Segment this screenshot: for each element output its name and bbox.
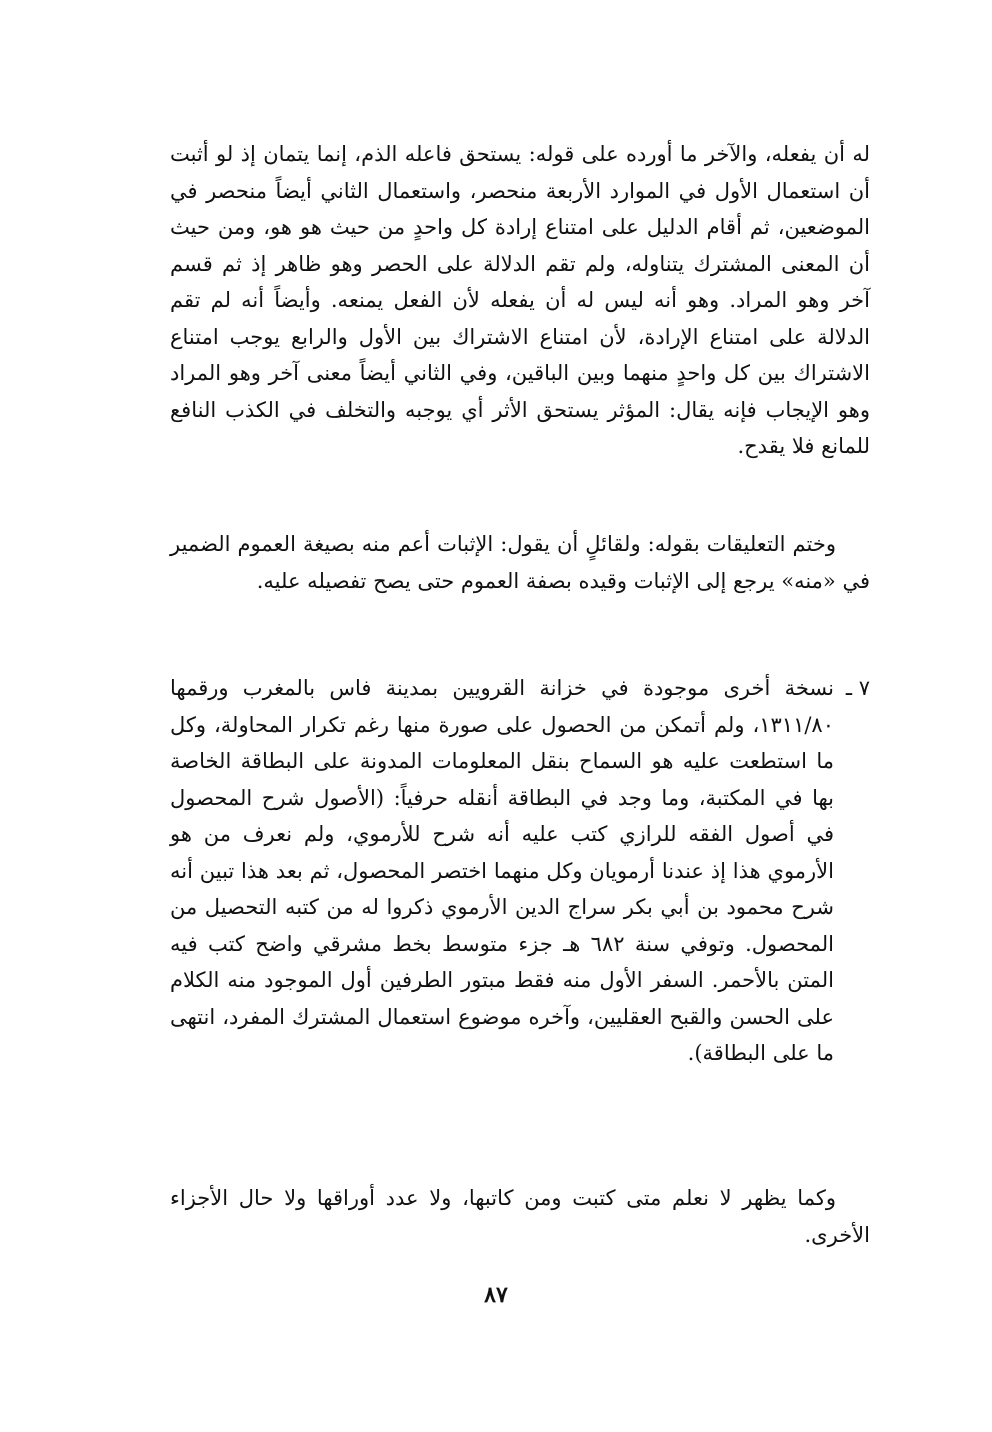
paragraph-2: وختم التعليقات بقوله: ولقائلٍ أن يقول: الإثبات أعم منه بصيغة العموم الضمير في «منه» يرجع إلى الإثبات وقيده بصفة العموم حتى يصح تفصيله عليه. — [170, 532, 870, 593]
paragraph-3: وكما يظهر لا نعلم متى كتبت ومن كاتبها، ولا عدد أوراقها ولا حال الأجزاء الأخرى. — [170, 1186, 870, 1247]
list-item-7 — [170, 670, 870, 1072]
list-item-number: ٧ ـ — [845, 676, 870, 700]
page-number: ٨٧ — [484, 1282, 508, 1308]
paragraph-1: له أن يفعله، والآخر ما أورده على قوله: يستحق فاعله الذم، إنما يتمان إذ لو أثبت أن استعمال الأول في الموارد الأربعة منحصر، واستعمال الثاني أيضاً منحصر في الموضعين، ثم أقام الدليل على امتناع إرادة كل واحدٍ من حيث هو هو، ومن حيث أن المعنى المشترك يتناوله، ولم تقم الدلالة على الحصر وهو ظاهر إذ ثم قسم آخر وهو المراد. وهو أنه ليس له أن يفعله لأن الفعل يمنعه. وأيضاً أنه لم تقم الدلالة على امتناع الإرادة، لأن امتناع الاشتراك بين الأول والرابع يوجب امتناع الاشتراك بين كل واحدٍ منهما وبين الباقين، وفي الثاني أيضاً معنى آخر وهو المراد وهو الإيجاب فإنه يقال: المؤثر يستحق الأثر أي يوجبه والتخلف في الكذب النافع للمانع فلا يقدح. — [170, 142, 871, 458]
list-item-text: نسخة أخرى موجودة في خزانة القرويين بمدينة فاس بالمغرب ورقمها ١٣١١/٨٠، ولم أتمكن من الحصول على صورة منها رغم تكرار المحاولة، وكل ما استطعت عليه هو السماح بنقل المعلومات المدونة على البطاقة الخاصة بها في المكتبة، وما وجد في البطاقة أنقله حرفياً: (الأصول شرح المحصول في أصول الفقه للرازي كتب عليه أنه شرح للأرموي، ولم نعرف من هو الأرموي هذا إذ عندنا أرمويان وكل منهما اختصر المحصول، ثم بعد هذا تبين أنه شرح محمود بن أبي بكر سراج الدين الأرموي ذكروا له من كتبه التحصيل من المحصول. وتوفي سنة ٦٨٢ هـ جزء متوسط بخط مشرقي واضح كتب فيه المتن بالأحمر. السفر الأول منه فقط مبتور الطرفين أول الموجود منه الكلام على الحسن والقبح العقليين، وآخره موضوع استعمال المشترك المفرد، انتهى ما على البطاقة). — [170, 676, 834, 1065]
